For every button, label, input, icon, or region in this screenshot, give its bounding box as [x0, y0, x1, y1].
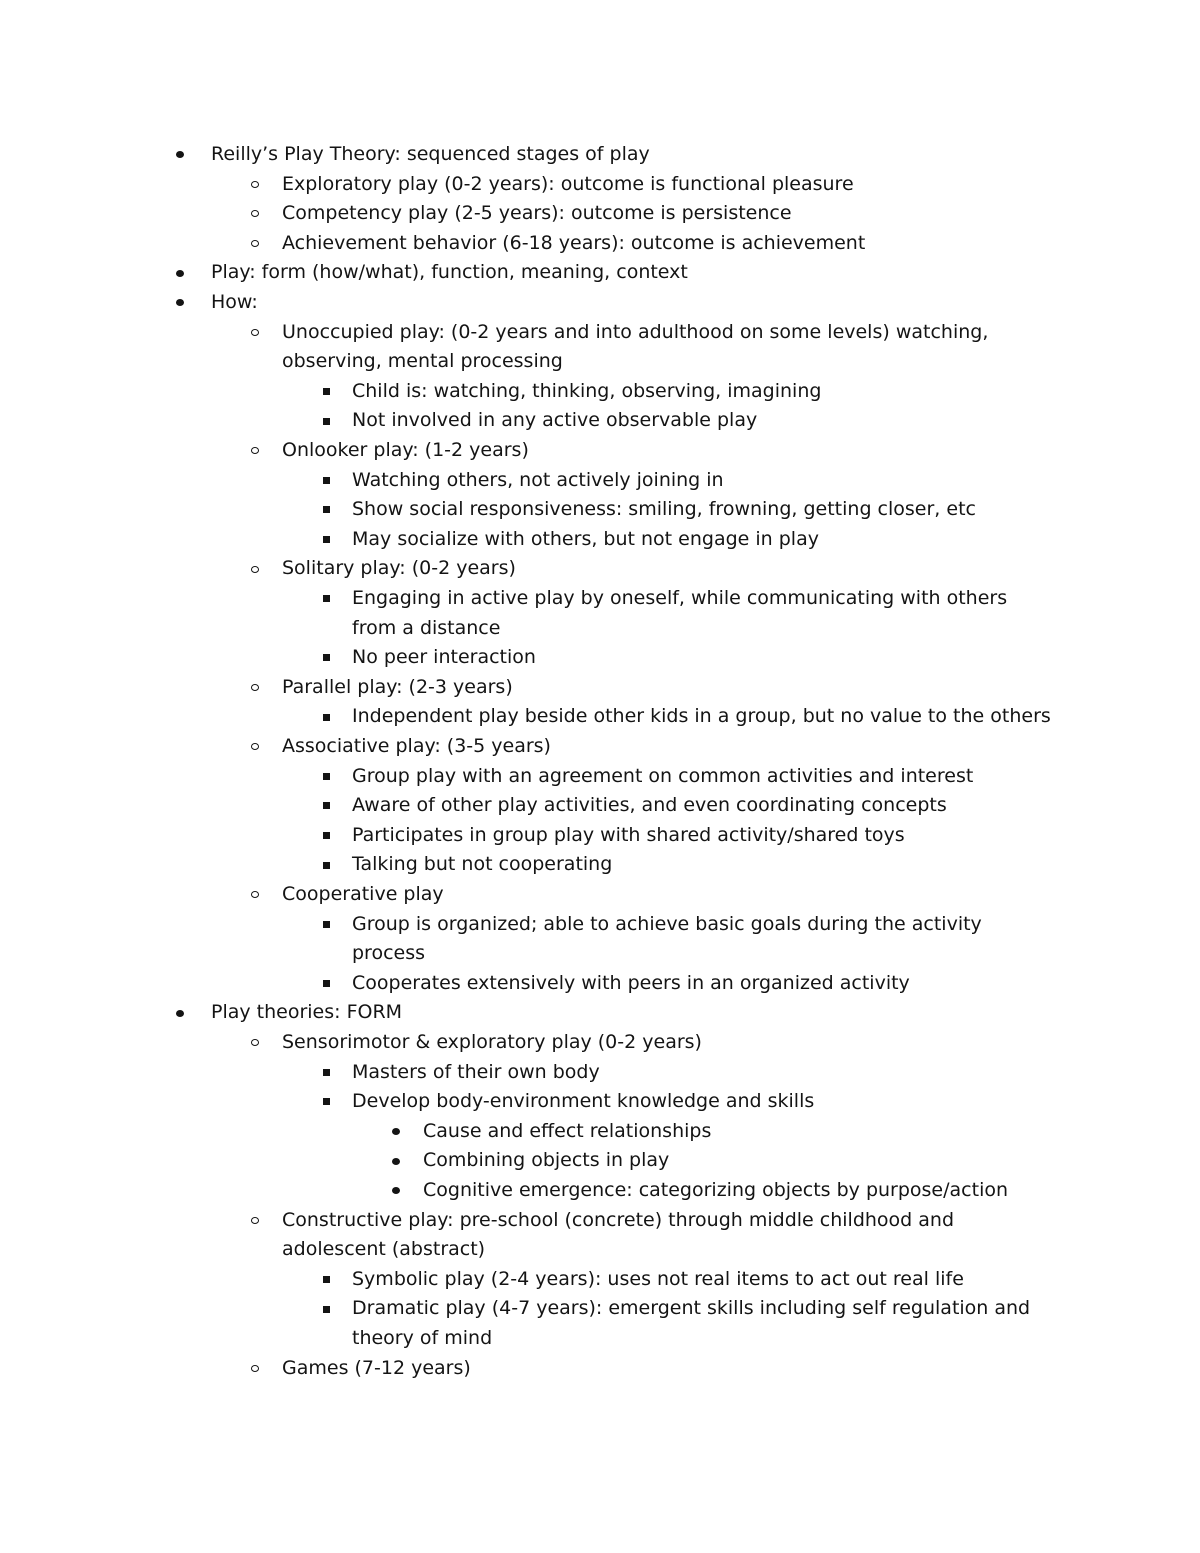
list-item-text: Cause and effect relationships: [423, 1119, 712, 1142]
bullet-square-icon: [323, 773, 330, 780]
bullet-marker: [170, 258, 190, 288]
list-item-text: Develop body-environment knowledge and skills: [352, 1090, 815, 1113]
bullet-dot-icon: [176, 1010, 184, 1017]
bullet-marker: [316, 1087, 336, 1117]
bullet-marker: [245, 199, 265, 229]
bullet-marker: [245, 1028, 265, 1058]
bullet-marker: [245, 318, 265, 348]
list-item-text: Combining objects in play: [423, 1149, 670, 1172]
bullet-square-icon: [323, 595, 330, 602]
list-item-text: Symbolic play (2-4 years): uses not real items to act out real life: [352, 1267, 964, 1290]
list-item-text: Aware of other play activities, and even coordinating concepts: [352, 794, 947, 817]
bullet-marker: [316, 466, 336, 496]
bullet-dot-icon: [392, 1158, 400, 1165]
bullet-circle-icon: [251, 1365, 259, 1372]
list-item-text: Group play with an agreement on common activities and interest: [352, 764, 974, 787]
bullet-marker: [316, 850, 336, 880]
bullet-marker: [245, 1206, 265, 1236]
list-item-text: Games (7-12 years): [282, 1356, 471, 1379]
bullet-circle-icon: [251, 329, 259, 336]
bullet-marker: [386, 1146, 406, 1176]
bullet-marker: [316, 969, 336, 999]
bullet-square-icon: [323, 802, 330, 809]
bullet-circle-icon: [251, 566, 259, 573]
bullet-square-icon: [323, 980, 330, 987]
bullet-marker: [170, 288, 190, 318]
list-item-text: Constructive play: pre-school (concrete) through middle childhood and: [282, 1208, 955, 1231]
list-item-text: Reilly’s Play Theory: sequenced stages of play: [211, 143, 650, 165]
list-item-text: Cognitive emergence: categorizing objects by purpose/action: [423, 1179, 1009, 1201]
bullet-marker: [316, 702, 336, 732]
bullet-circle-icon: [251, 1217, 259, 1224]
list-item-text: Sensorimotor & exploratory play (0-2 years): [282, 1031, 702, 1053]
list-item-text: May socialize with others, but not engage in play: [352, 527, 819, 550]
bullet-dot-icon: [176, 151, 184, 158]
bullet-square-icon: [323, 388, 330, 395]
bullet-marker: [245, 880, 265, 910]
bullet-marker: [170, 998, 190, 1028]
list-item-text: Not involved in any active observable play: [352, 409, 758, 432]
bullet-marker: [170, 140, 190, 170]
bullet-square-icon: [323, 714, 330, 721]
bullet-square-icon: [323, 477, 330, 484]
list-item-text: Talking but not cooperating: [352, 853, 613, 876]
list-item-text: Participates in group play with shared activity/shared toys: [352, 823, 905, 846]
bullet-dot-icon: [392, 1128, 400, 1135]
bullet-square-icon: [323, 862, 330, 869]
bullet-circle-icon: [251, 743, 259, 750]
bullet-marker: [386, 1117, 406, 1147]
list-item-text: Play: form (how/what), function, meaning, context: [211, 261, 688, 284]
bullet-dot-icon: [176, 299, 184, 306]
bullet-square-icon: [323, 1276, 330, 1283]
bullet-marker: [316, 377, 336, 407]
list-item-text: theory of mind: [352, 1327, 493, 1349]
list-item-text: Parallel play: (2-3 years): [282, 675, 513, 698]
list-item-text: adolescent (abstract): [282, 1238, 486, 1261]
list-item-text: Unoccupied play: (0-2 years and into adulthood on some levels) watching,: [282, 320, 989, 343]
bullet-marker: [245, 436, 265, 466]
bullet-circle-icon: [251, 447, 259, 454]
list-item-text: observing, mental processing: [282, 350, 563, 373]
bullet-marker: [316, 1294, 336, 1324]
bullet-marker: [316, 1058, 336, 1088]
bullet-marker: [316, 525, 336, 555]
bullet-marker: [316, 406, 336, 436]
bullet-square-icon: [323, 1098, 330, 1105]
bullet-marker: [316, 791, 336, 821]
bullet-square-icon: [323, 1306, 330, 1313]
bullet-marker: [245, 554, 265, 584]
list-item-text: Onlooker play: (1-2 years): [282, 439, 529, 461]
bullet-circle-icon: [251, 1039, 259, 1046]
bullet-marker: [316, 910, 336, 940]
bullet-marker: [245, 229, 265, 259]
bullet-circle-icon: [251, 684, 259, 691]
bullet-square-icon: [323, 921, 330, 928]
list-item-text: How:: [211, 291, 258, 313]
bullet-square-icon: [323, 418, 330, 425]
list-item-text: Child is: watching, thinking, observing, imagining: [352, 379, 822, 402]
list-item-text: Masters of their own body: [352, 1060, 600, 1083]
bullet-circle-icon: [251, 181, 259, 188]
list-item-text: Independent play beside other kids in a group, but no value to the others: [352, 705, 1051, 728]
list-item-text: Play theories: FORM: [211, 1001, 403, 1024]
bullet-square-icon: [323, 654, 330, 661]
bullet-circle-icon: [251, 210, 259, 217]
bullet-marker: [316, 762, 336, 792]
bullet-marker: [245, 732, 265, 762]
list-item-text: Dramatic play (4-7 years): emergent skills including self regulation and: [352, 1297, 1031, 1320]
list-item-text: from a distance: [352, 616, 501, 639]
list-item-text: No peer interaction: [352, 646, 536, 669]
list-item-text: Show social responsiveness: smiling, frowning, getting closer, etc: [352, 498, 976, 521]
bullet-circle-icon: [251, 240, 259, 247]
bullet-marker: [386, 1176, 406, 1206]
bullet-marker: [245, 170, 265, 200]
bullet-marker: [316, 821, 336, 851]
list-item-text: Engaging in active play by oneself, while communicating with others: [352, 587, 1008, 609]
bullet-dot-icon: [176, 270, 184, 277]
list-item-text: process: [352, 942, 426, 965]
bullet-marker: [245, 673, 265, 703]
bullet-circle-icon: [251, 891, 259, 898]
bullet-dot-icon: [392, 1187, 400, 1194]
list-item-text: Competency play (2-5 years): outcome is persistence: [282, 202, 792, 225]
list-item-text: Cooperates extensively with peers in an organized activity: [352, 971, 910, 994]
bullet-square-icon: [323, 1069, 330, 1076]
bullet-square-icon: [323, 536, 330, 543]
list-item-text: Exploratory play (0-2 years): outcome is functional pleasure: [282, 172, 854, 195]
list-item-text: Cooperative play: [282, 883, 444, 905]
bullet-marker: [316, 584, 336, 614]
bullet-marker: [316, 643, 336, 673]
list-item-text: Associative play: (3-5 years): [282, 735, 551, 757]
bullet-marker: [245, 1354, 265, 1384]
bullet-marker: [316, 1265, 336, 1295]
list-item-text: Group is organized; able to achieve basic goals during the activity: [352, 912, 982, 935]
bullet-square-icon: [323, 506, 330, 513]
list-item-text: Watching others, not actively joining in: [352, 468, 724, 491]
bullet-marker: [316, 495, 336, 525]
list-item-text: Solitary play: (0-2 years): [282, 557, 516, 580]
bullet-square-icon: [323, 832, 330, 839]
list-item-text: Achievement behavior (6-18 years): outcome is achievement: [282, 231, 866, 254]
